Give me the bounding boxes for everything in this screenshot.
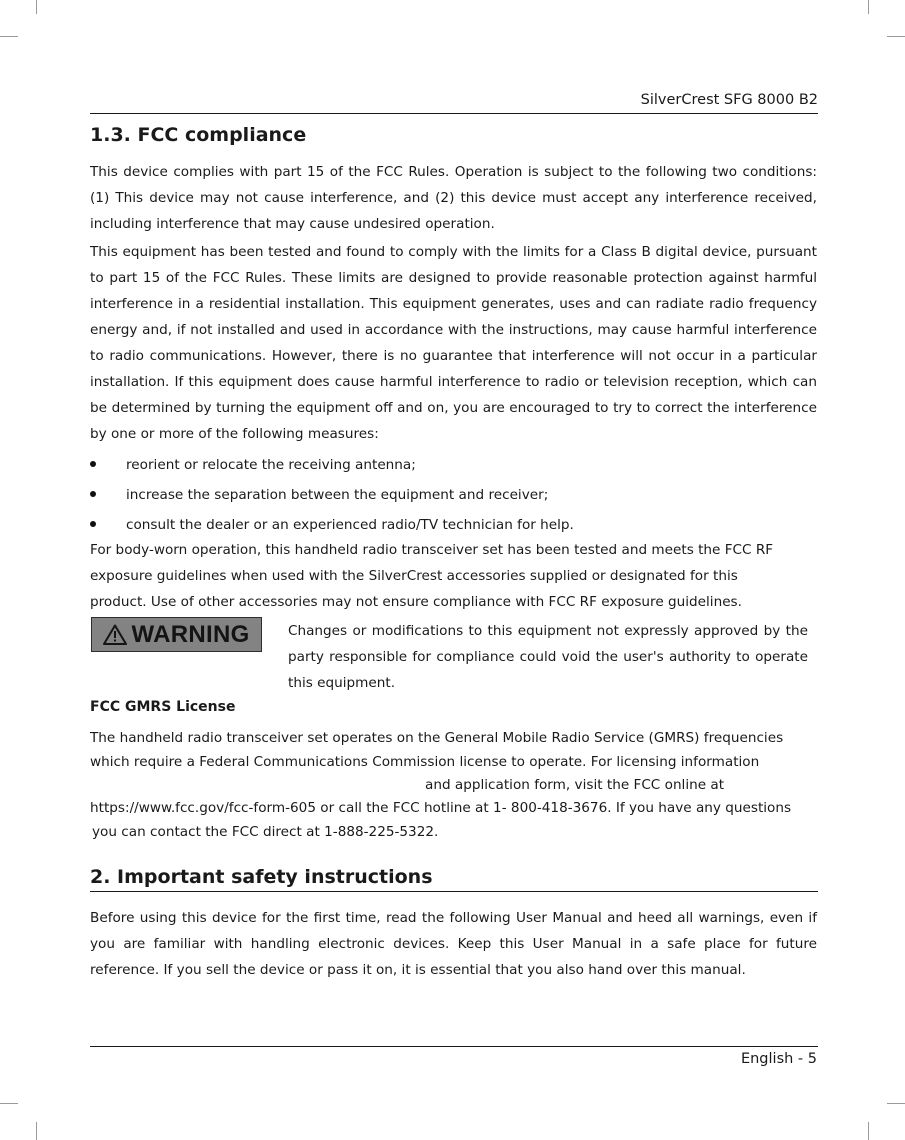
section-rule <box>90 891 818 892</box>
list-item: reorient or relocate the receiving antenna; <box>90 450 817 480</box>
page-number: English - 5 <box>740 1051 817 1067</box>
section-heading-safety: 2. Important safety instructions <box>90 866 433 888</box>
footer-rule <box>90 1046 818 1047</box>
gmrs-heading: FCC GMRS License <box>90 699 236 715</box>
crop-mark-top-left <box>36 0 37 14</box>
measures-list <box>90 450 817 540</box>
crop-mark-top-right <box>868 0 869 14</box>
crop-mark-top-right <box>887 36 905 37</box>
fcc-paragraph-1: This device complies with part 15 of the FCC Rules. Operation is subject to the following two conditions: (1) This device may not cause interference, and (2) this device must accept any interference received, including interference that may cause undesired operation. <box>90 164 817 232</box>
warning-sign <box>91 617 262 652</box>
safety-paragraph: Before using this device for the first time, read the following User Manual and heed all warnings, even if you are familiar with handling electronic devices. Keep this User Manual in a safe place for future reference. If you sell the device or pass it on, it is essential that you also hand over this manual. <box>90 910 817 978</box>
gmrs-line-3: and application form, visit the FCC online at <box>425 777 725 793</box>
warning-triangle-icon <box>103 624 127 645</box>
gmrs-line-2: which require a Federal Communications Commission license to operate. For licensing information <box>90 754 760 770</box>
bullet-icon <box>90 461 96 467</box>
warning-label: WARNING <box>131 620 250 648</box>
bullet-icon <box>90 521 96 527</box>
fcc-paragraph-3: For body-worn operation, this handheld radio transceiver set has been tested and meets the FCC RF exposure guidelines when used with the SilverCrest accessories supplied or designated for this product. Use of other accessories may not ensure compliance with FCC RF exposure guidelines. <box>90 542 774 610</box>
gmrs-line-1: The handheld radio transceiver set operates on the General Mobile Radio Service (GMRS) frequencies <box>90 730 784 746</box>
running-header: SilverCrest SFG 8000 B2 <box>640 92 818 108</box>
gmrs-line-5: you can contact the FCC direct at 1-888-225-5322. <box>92 824 439 840</box>
header-rule <box>90 113 818 114</box>
gmrs-line-4: https://www.fcc.gov/fcc-form-605 or call the FCC hotline at 1- 800-418-3676. If you have any questions <box>90 800 792 816</box>
section-heading-fcc: 1.3. FCC compliance <box>90 124 307 146</box>
crop-mark-bottom-right <box>887 1103 905 1104</box>
bullet-icon <box>90 491 96 497</box>
crop-mark-bottom-left <box>0 1103 18 1104</box>
crop-mark-bottom-left <box>36 1122 37 1140</box>
crop-mark-top-left <box>0 36 18 37</box>
warning-text: Changes or modifications to this equipment not expressly approved by the party responsible for compliance could void the user's authority to operate this equipment. <box>288 623 808 691</box>
list-item: consult the dealer or an experienced radio/TV technician for help. <box>90 510 817 540</box>
crop-mark-bottom-right <box>868 1122 869 1140</box>
fcc-paragraph-2: This equipment has been tested and found to comply with the limits for a Class B digital device, pursuant to part 15 of the FCC Rules. These limits are designed to provide reasonable protection against harmful interference in a residential installation. This equipment generates, uses and can radiate radio frequency energy and, if not installed and used in accordance with the instructions, may cause harmful interference to radio communications. However, there is no guarantee that interference will not occur in a particular installation. If this equipment does cause harmful interference to radio or television reception, which can be determined by turning the equipment off and on, you are encouraged to try to correct the interference by one or more of the following measures: <box>90 244 817 442</box>
list-item: increase the separation between the equipment and receiver; <box>90 480 817 510</box>
